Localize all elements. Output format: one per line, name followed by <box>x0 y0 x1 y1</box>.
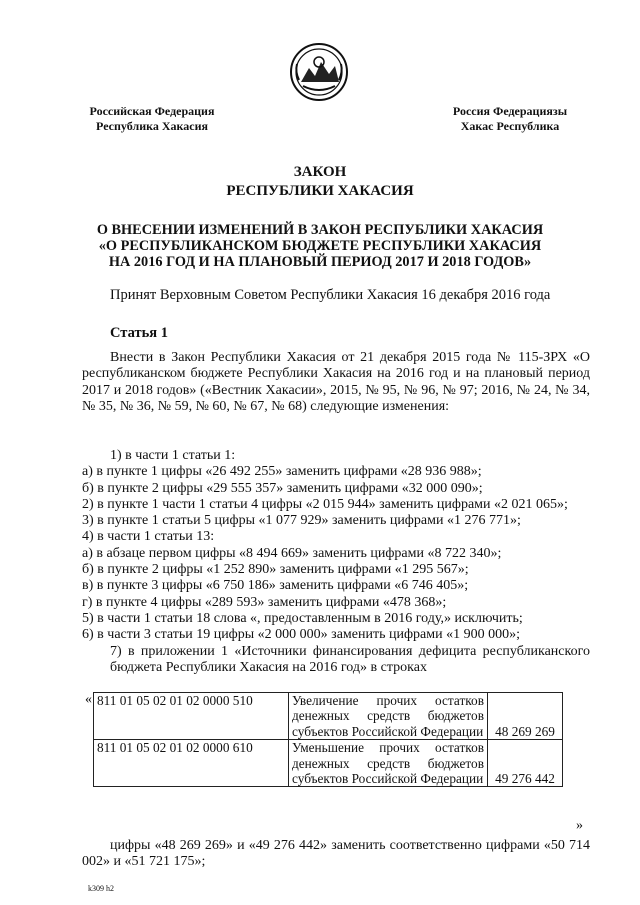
list-item: а) в пункте 1 цифры «26 492 255» заменить цифрами «28 936 988»; <box>82 464 482 480</box>
table-quote-open: « <box>85 692 92 707</box>
law-title-line3: НА 2016 ГОД И НА ПЛАНОВЫЙ ПЕРИОД 2017 И 2018 ГОДОВ» <box>108 254 532 270</box>
table-quote-close: » <box>576 818 583 833</box>
table-row <box>94 693 563 740</box>
adoption-line: Принят Верховным Советом Республики Хакасия 16 декабря 2016 года <box>110 287 551 303</box>
law-title-line1: О ВНЕСЕНИИ ИЗМЕНЕНИЙ В ЗАКОН РЕСПУБЛИКИ ХАКАСИЯ <box>96 222 544 238</box>
amendments-list <box>82 448 590 676</box>
law-title-line2: «О РЕСПУБЛИКАНСКОМ БЮДЖЕТЕ РЕСПУБЛИКИ ХАКАСИЯ <box>98 238 542 254</box>
intro-text: Внести в Закон Республики Хакасия от 21 декабря 2015 года № 115-ЗРХ «О республиканском бюджете Республики Хакасия на 2016 год и на плановый период 2017 и 2018 годов» («Вестник Хакасии», 2015, № 95, № 96, № 97; 2016, № 24, № 34, № 35, № 36, № 59, № 60, № 67, № 68) следующие изменения: <box>82 350 590 414</box>
table-cell-name: Увеличение прочих остатков денежных средств бюджетов субъектов Российской Федерации <box>289 693 488 740</box>
article-heading: Статья 1 <box>110 325 168 341</box>
list-item: в) в пункте 3 цифры «6 750 186» заменить цифрами «6 746 405»; <box>82 578 469 594</box>
list-item: 7) в приложении 1 «Источники финансирования дефицита республиканского бюджета Республики Хакасия на 2016 год» в строках <box>110 643 590 675</box>
list-item: 1) в части 1 статьи 1: <box>110 448 236 463</box>
header-right-line2: Хакас Республика <box>460 119 560 133</box>
khakassia-coat-of-arms-icon <box>289 42 349 102</box>
table-cell-value: 48 269 269 <box>488 693 563 740</box>
law-title <box>0 222 640 270</box>
footer-code: k309 h2 <box>88 884 114 893</box>
table-cell-code: 811 01 05 02 01 02 0000 610 <box>94 740 289 787</box>
budget-table <box>93 692 563 787</box>
table-cell-name: Уменьшение прочих остатков денежных средств бюджетов субъектов Российской Федерации <box>289 740 488 787</box>
law-subject: РЕСПУБЛИКИ ХАКАСИЯ <box>226 183 414 199</box>
after-table-text: цифры «48 269 269» и «49 276 442» заменить соответственно цифрами «50 714 002» и «51 721 175»; <box>82 838 590 870</box>
header-right-line1: Россия Федерациязы <box>452 104 568 118</box>
header-right <box>420 104 600 134</box>
after-table-paragraph <box>82 838 590 871</box>
list-item: 4) в части 1 статьи 13: <box>82 529 215 545</box>
intro-paragraph <box>82 350 590 415</box>
list-item: 6) в части 3 статьи 19 цифры «2 000 000» заменить цифрами «1 900 000»; <box>82 627 520 643</box>
header-left <box>62 104 242 134</box>
list-item: б) в пункте 2 цифры «29 555 357» заменить цифрами «32 000 090»; <box>82 480 483 496</box>
law-word: ЗАКОН <box>293 164 347 180</box>
list-item: г) в пункте 4 цифры «289 593» заменить цифрами «478 368»; <box>82 594 447 610</box>
list-item: а) в абзаце первом цифры «8 494 669» заменить цифрами «8 722 340»; <box>82 545 502 561</box>
table-cell-value: 49 276 442 <box>488 740 563 787</box>
list-item: 3) в пункте 1 статьи 5 цифры «1 077 929» заменить цифрами «1 276 771»; <box>82 513 521 529</box>
header-left-line2: Республика Хакасия <box>96 119 208 133</box>
list-item: б) в пункте 2 цифры «1 252 890» заменить цифрами «1 295 567»; <box>82 562 469 578</box>
list-item: 2) в пункте 1 части 1 статьи 4 цифры «2 015 944» заменить цифрами «2 021 065»; <box>82 496 568 512</box>
table-cell-code: 811 01 05 02 01 02 0000 510 <box>94 693 289 740</box>
header-left-line1: Российская Федерация <box>89 104 215 118</box>
table-row <box>94 740 563 787</box>
list-item: 5) в части 1 статьи 18 слова «, предоставленным в 2016 году,» исключить; <box>82 610 523 626</box>
